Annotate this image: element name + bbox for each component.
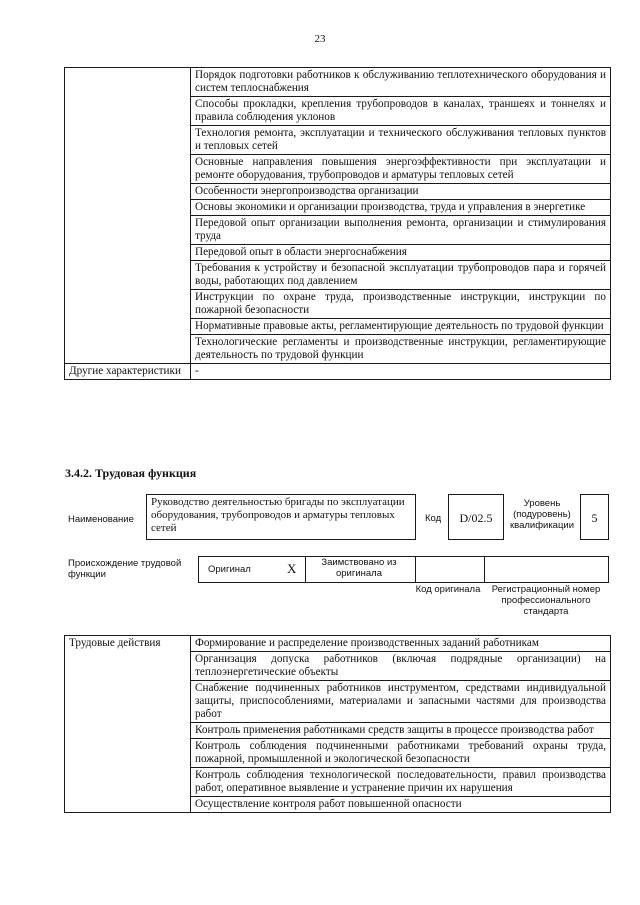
table-cell: Технология ремонта, эксплуатации и технического обслуживания тепловых пунктов и тепловых сетей bbox=[191, 126, 611, 155]
table-cell: Основы экономики и организации производства, труда и управления в энергетике bbox=[191, 200, 611, 216]
borrowed-label: Заимствовано из оригинала bbox=[321, 557, 397, 579]
name-label: Наименование bbox=[68, 514, 134, 525]
code-original-caption: Код оригинала bbox=[415, 584, 481, 595]
table-cell: Основные направления повышения энергоэффективности при эксплуатации и ремонте оборудования, трубопроводов и арматуры тепловых сетей bbox=[191, 155, 611, 184]
labor-actions-table bbox=[64, 635, 611, 813]
table-row bbox=[65, 68, 611, 97]
labor-actions-label: Трудовые действия bbox=[65, 636, 191, 813]
table-cell: Формирование и распределение производственных заданий работникам bbox=[191, 636, 611, 652]
table-cell: Нормативные правовые акты, регламентирующие деятельность по трудовой функции bbox=[191, 319, 611, 335]
section-title: 3.4.2. Трудовая функция bbox=[65, 466, 197, 480]
table-row bbox=[65, 364, 611, 380]
table-cell: Порядок подготовки работников к обслуживанию теплотехнического оборудования и систем теплоснабжения bbox=[191, 68, 611, 97]
origin-label: Происхождение трудовой функции bbox=[68, 558, 182, 580]
other-characteristics-label: Другие характеристики bbox=[65, 364, 191, 380]
table-cell: Организация допуска работников (включая подрядные организации) на теплоэнергетические объекты bbox=[191, 652, 611, 681]
table-cell: Осуществление контроля работ повышенной опасности bbox=[191, 797, 611, 813]
table-cell: Контроль применения работниками средств защиты в процессе производства работ bbox=[191, 723, 611, 739]
page-number: 23 bbox=[314, 33, 326, 45]
registration-number-caption: Регистрационный номер профессионального стандарта bbox=[491, 584, 601, 617]
table-cell: Передовой опыт организации выполнения ремонта, организации и стимулирования труда bbox=[191, 216, 611, 245]
table-cell: Контроль соблюдения технологической последовательности, правил производства работ, оперативное выявление и устранение причин их нарушения bbox=[191, 768, 611, 797]
code-label: Код bbox=[425, 513, 442, 524]
table-cell: Передовой опыт в области энергоснабжения bbox=[191, 245, 611, 261]
table-cell: Инструкции по охране труда, производственные инструкции, инструкции по пожарной безопасности bbox=[191, 290, 611, 319]
table-cell: Снабжение подчиненных работников инструментом, средствами индивидуальной защиты, приспособлениями, материалами и запасными частями для производства работ bbox=[191, 681, 611, 723]
knowledge-table bbox=[64, 67, 611, 380]
other-characteristics-value: - bbox=[191, 364, 611, 380]
original-label: Оригинал bbox=[208, 564, 251, 575]
original-mark: X bbox=[287, 561, 297, 576]
table-cell: Способы прокладки, крепления трубопроводов в каналах, траншеях и тоннелях и правила соблюдения уклонов bbox=[191, 97, 611, 126]
level-value-box: 5 bbox=[580, 494, 609, 540]
table-cell: Требования к устройству и безопасной эксплуатации трубопроводов пара и горячей воды, работающих под давлением bbox=[191, 261, 611, 290]
table-cell: Технологические регламенты и производственные инструкции, регламентирующие деятельность по трудовой функции bbox=[191, 335, 611, 364]
table-cell: Особенности энергопроизводства организации bbox=[191, 184, 611, 200]
level-label: Уровень (подуровень) квалификации bbox=[509, 498, 575, 531]
function-name-box: Руководство деятельностью бригады по эксплуатации оборудования, трубопроводов и арматуры тепловых сетей bbox=[146, 494, 416, 540]
table-row bbox=[65, 636, 611, 652]
table-cell: Контроль соблюдения подчиненными работниками требований охраны труда, пожарной, промышленной и экологической безопасности bbox=[191, 739, 611, 768]
empty-label-cell bbox=[65, 68, 191, 364]
code-value-box: D/02.5 bbox=[448, 494, 504, 540]
